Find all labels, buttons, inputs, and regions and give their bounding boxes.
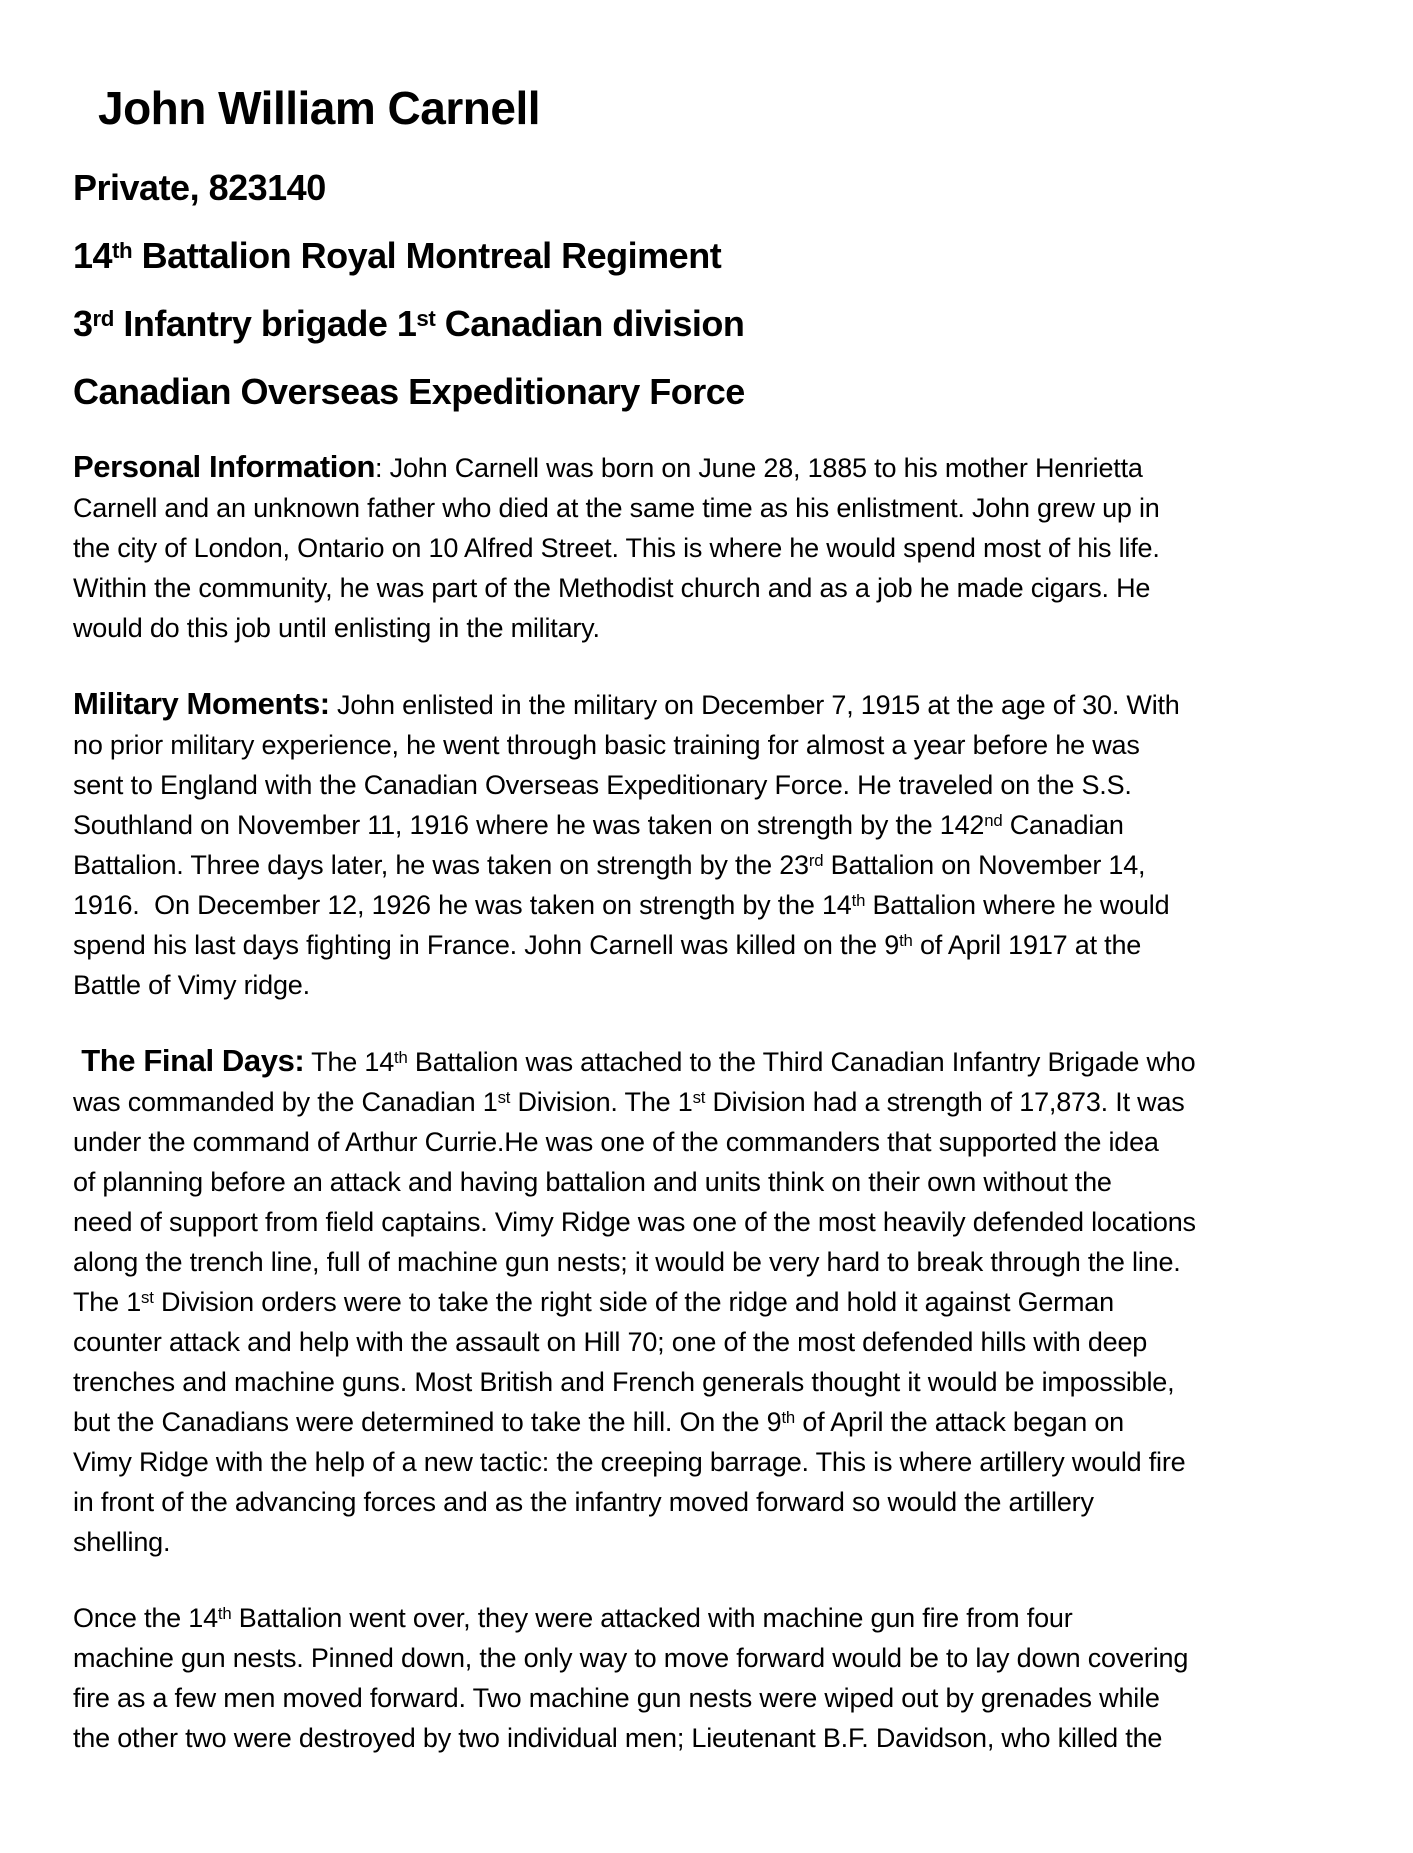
superscript: st	[692, 1088, 706, 1108]
superscript: th	[217, 1604, 232, 1624]
text-run: Canadian division	[435, 303, 745, 344]
bold-lead: Personal Information	[73, 449, 376, 484]
text-run: of April 1917 at the Battle of Vimy ridge.	[73, 930, 1142, 1000]
text-run: 14	[73, 235, 113, 276]
superscript: st	[416, 305, 436, 331]
continuation-paragraph	[73, 1598, 1313, 1758]
superscript: th	[899, 931, 913, 951]
superscript: rd	[92, 305, 114, 331]
superscript: st	[497, 1088, 511, 1108]
superscript: th	[112, 237, 133, 263]
final-days-paragraph	[73, 1041, 1313, 1562]
text-run: Battalion was attached to the Third Canadian Infantry Brigade who was commanded by the Canadian 1	[73, 1047, 1196, 1117]
text-run: Canadian Battalion. Three days later, he was taken on strength by the 23	[73, 810, 1124, 880]
bold-lead: The Final Days:	[73, 1043, 305, 1078]
text-run: Division had a strength of 17,873. It was under the command of Arthur Currie.He was one of the commanders that supported the idea of planning before an attack and having battalion and units think on their own without the need of support from field captains. Vimy Ridge was one of the most heavily defended locations along the trench line, full of machine gun nests; it would be very hard to break through the line. The 1	[73, 1087, 1196, 1317]
text-run: Battalion went over, they were attacked with machine gun fire from four machine gun nests. Pinned down, the only way to move forward would be to lay down covering fire as a few men moved forward. Two machine gun nests were wiped out by grenades while the other two were destroyed by two individual men; Lieutenant B.F. Davidson, who killed the	[73, 1603, 1189, 1753]
superscript: th	[781, 1408, 796, 1428]
text-run: Battalion on November 14, 1916. On December 12, 1926 he was taken on strength by the 14	[73, 850, 1146, 920]
text-run: Division. The 1	[510, 1087, 693, 1117]
military-moments-paragraph	[73, 684, 1313, 1005]
text-run: : John Carnell was born on June 28, 1885 to his mother Henrietta Carnell and an unknown father who died at the same time as his enlistment. John grew up in the city of London, Ontario on 10 Alfred Street. This is where he would spend most of his life. Within the community, he was part of the Methodist church and as a job he made cigars. He would do this job until enlisting in the military.	[73, 453, 1160, 643]
superscript: th	[394, 1048, 408, 1068]
text-run: of April the attack began on Vimy Ridge with the help of a new tactic: the creeping barrage. This is where artillery would fire in front of the advancing forces and as the infantry moved forward so would the artillery shelling.	[73, 1407, 1186, 1557]
superscript: rd	[808, 851, 824, 871]
rank-service-number-heading	[73, 166, 1313, 210]
expeditionary-force-heading	[73, 370, 1313, 414]
document-title: John William Carnell	[98, 82, 541, 134]
text-run: Battalion where he would spend his last days fighting in France. John Carnell was killed on the 9	[73, 890, 1170, 960]
superscript: nd	[984, 811, 1003, 831]
text-run: 3	[73, 303, 93, 344]
text-run: Division orders were to take the right side of the ridge and hold it against German counter attack and help with the assault on Hill 70; one of the most defended hills with deep trenches and machine guns. Most British and French generals thought it would be impossible, but the Canadians were determined to take the hill. On the 9	[73, 1287, 1175, 1437]
superscript: th	[851, 891, 866, 911]
text-run: Canadian Overseas Expeditionary Force	[73, 371, 745, 412]
text-run: Infantry brigade 1	[113, 303, 417, 344]
document-subtitle-block	[73, 166, 1313, 414]
text-run: Private, 823140	[73, 167, 326, 208]
personal-information-paragraph	[73, 447, 1313, 648]
bold-lead: Military Moments:	[73, 686, 330, 721]
text-run: The 14	[304, 1047, 395, 1077]
superscript: st	[141, 1288, 154, 1308]
text-run: Battalion Royal Montreal Regiment	[132, 235, 722, 276]
text-run: Once the 14	[73, 1603, 218, 1633]
brigade-division-heading	[73, 302, 1313, 346]
text-run: John enlisted in the military on December 7, 1915 at the age of 30. With no prior military experience, he went through basic training for almost a year before he was sent to England with the Canadian Overseas Expeditionary Force. He traveled on the S.S. Southland on November 11, 1916 where he was taken on strength by the 142	[73, 690, 1180, 840]
battalion-heading	[73, 234, 1313, 278]
